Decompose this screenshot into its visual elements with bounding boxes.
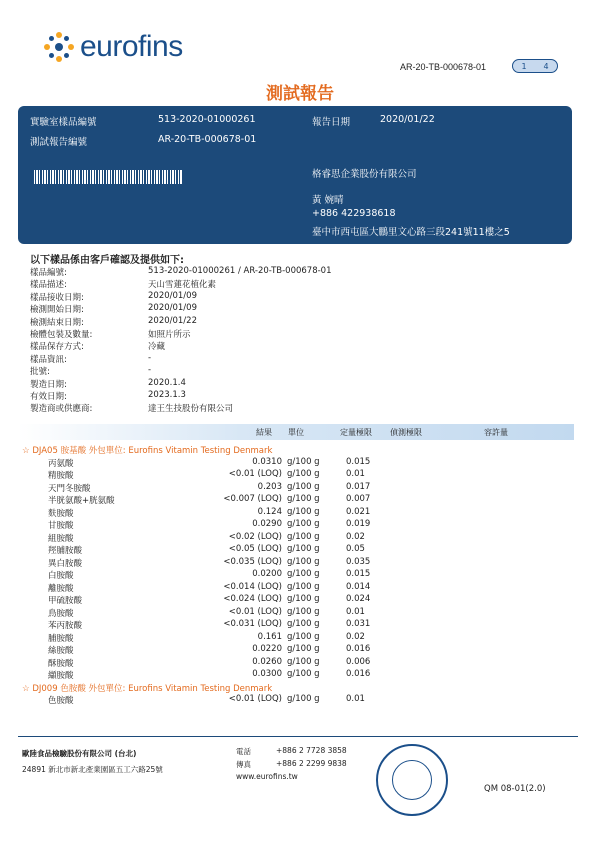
analyte-unit: g/100 g: [287, 481, 320, 492]
analyte-unit: g/100 g: [287, 594, 320, 604]
analyte-unit: g/100 g: [287, 644, 320, 654]
result-row: [0, 544, 600, 557]
result-row: [0, 494, 600, 507]
analyte-loq: 0.02: [346, 531, 365, 542]
group-code: DJ009: [32, 683, 58, 694]
info-value: 2020/01/09: [148, 290, 197, 301]
client-contact: 黃 婉晴: [312, 195, 344, 206]
footer-address: 24891 新北市新北產業園區五工六路25號: [22, 765, 163, 774]
analyte-result: 0.0200: [252, 569, 282, 579]
analyte-unit: g/100 g: [287, 581, 320, 592]
analyte-unit: g/100 g: [287, 694, 320, 704]
analyte-loq: 0.007: [346, 494, 371, 504]
info-label: 樣品描述:: [30, 280, 67, 291]
info-value: 2020/01/22: [148, 315, 197, 326]
result-row: [0, 657, 600, 670]
info-value: 2020/01/09: [148, 303, 197, 314]
analyte-name: 白胺酸: [48, 571, 74, 581]
analyte-loq: 0.016: [346, 644, 371, 654]
analyte-name: 天門冬胺酸: [48, 483, 91, 494]
group-name: 胺基酸: [60, 446, 87, 456]
analyte-unit: g/100 g: [287, 469, 320, 479]
info-label: 檢測結束日期:: [30, 317, 84, 328]
page-current: 1: [521, 61, 527, 71]
analyte-name: 絲胺酸: [48, 646, 74, 656]
star-icon: ☆: [22, 446, 33, 456]
analyte-loq: 0.01: [346, 694, 365, 704]
report-no-label: 測試報告編號: [30, 137, 88, 148]
analyte-unit: g/100 g: [287, 619, 320, 629]
col-tolerance: 容許量: [484, 428, 508, 437]
analyte-loq: 0.024: [346, 594, 371, 604]
footer-tel: +886 2 7728 3858: [276, 746, 347, 755]
analyte-result: 0.203: [257, 481, 282, 492]
result-group-header: [22, 444, 272, 456]
analyte-result: 0.0310: [252, 456, 282, 467]
info-value: 天山雪蓮花植化素: [148, 280, 217, 291]
result-row: [0, 507, 600, 520]
analyte-name: 羥脯胺酸: [48, 546, 83, 556]
analyte-loq: 0.006: [346, 656, 371, 667]
info-label: 批號:: [30, 367, 50, 378]
analyte-unit: g/100 g: [287, 631, 320, 642]
analyte-loq: 0.021: [346, 506, 371, 517]
analyte-name: 甘胺酸: [48, 521, 74, 531]
group-lab: 外包單位: Eurofins Vitamin Testing Denmark: [88, 446, 273, 456]
analyte-result: 0.0260: [252, 656, 282, 667]
header-report-number: AR-20-TB-000678-01: [400, 62, 487, 72]
analyte-unit: g/100 g: [287, 531, 320, 542]
group-lab: 外包單位: Eurofins Vitamin Testing Denmark: [88, 683, 273, 694]
group-name: 色胺酸: [60, 683, 86, 694]
analyte-result: 0.0220: [252, 644, 282, 654]
analyte-loq: 0.02: [346, 631, 365, 642]
analyte-unit: g/100 g: [287, 556, 320, 567]
page-total: 4: [543, 61, 549, 71]
analyte-loq: 0.016: [346, 669, 371, 679]
group-code: DJA05: [32, 446, 58, 456]
col-result: 結果: [256, 428, 272, 437]
info-value: 513-2020-01000261 / AR-20-TB-000678-01: [148, 266, 332, 276]
analyte-name: 異白胺酸: [48, 558, 83, 569]
footer-divider: [18, 736, 578, 737]
page-title: 測試報告: [266, 84, 334, 104]
footer-fax: +886 2 2299 9838: [276, 759, 347, 768]
logo-text: eurofins: [80, 30, 183, 63]
sample-no-value: 513-2020-01000261: [158, 114, 256, 125]
eurofins-logo: [44, 30, 183, 64]
analyte-name: 鳥胺酸: [48, 608, 74, 619]
analyte-unit: g/100 g: [287, 569, 320, 579]
result-row: [0, 482, 600, 495]
analyte-name: 麩胺酸: [48, 508, 74, 519]
footer-tel-label: 電話: [236, 747, 251, 756]
analyte-name: 酥胺酸: [48, 658, 74, 669]
analyte-name: 離胺酸: [48, 583, 74, 594]
report-banner: [18, 106, 572, 244]
lab-seal-stamp: [376, 744, 448, 816]
analyte-result: <0.05 (LOQ): [228, 544, 282, 554]
result-row: [0, 594, 600, 607]
analyte-name: 苯丙胺酸: [48, 621, 83, 631]
col-loq: 定量極限: [340, 428, 372, 437]
analyte-unit: g/100 g: [287, 669, 320, 679]
client-company: 格睿思企業股份有限公司: [312, 169, 417, 180]
analyte-result: 0.161: [257, 631, 282, 642]
footer-company: 歐陸食品檢驗股份有限公司 (台北): [22, 749, 137, 758]
info-label: 檢體包裝及數量:: [30, 330, 93, 340]
result-row: [0, 632, 600, 645]
barcode: [34, 170, 182, 184]
client-address: 臺中市西屯區大鵬里文心路三段241號11樓之5: [312, 227, 510, 238]
analyte-unit: g/100 g: [287, 494, 320, 504]
results-header: [18, 424, 574, 440]
analyte-loq: 0.015: [346, 569, 371, 579]
info-label: 樣品接收日期:: [30, 292, 84, 303]
col-unit: 單位: [288, 428, 304, 437]
sample-no-label: 實驗室樣品編號: [30, 117, 97, 128]
info-label: 製造日期:: [30, 379, 67, 390]
info-label: 樣品保存方式:: [30, 342, 84, 353]
result-row: [0, 619, 600, 632]
analyte-name: 丙氨酸: [48, 458, 74, 469]
analyte-loq: 0.019: [346, 519, 371, 529]
analyte-result: <0.02 (LOQ): [228, 531, 282, 542]
info-value: 2020.1.4: [148, 377, 186, 388]
analyte-result: <0.01 (LOQ): [228, 469, 282, 479]
footer-website: www.eurofins.tw: [236, 772, 298, 781]
result-row: [0, 569, 600, 582]
analyte-loq: 0.014: [346, 581, 371, 592]
analyte-unit: g/100 g: [287, 544, 320, 554]
report-date-value: 2020/01/22: [380, 114, 435, 125]
footer-fax-label: 傳真: [236, 760, 251, 769]
col-lod: 偵測極限: [390, 428, 422, 437]
analyte-loq: 0.017: [346, 481, 371, 492]
result-row: [0, 607, 600, 620]
analyte-result: <0.007 (LOQ): [223, 494, 282, 504]
analyte-unit: g/100 g: [287, 506, 320, 517]
analyte-loq: 0.031: [346, 619, 371, 629]
result-row: [0, 532, 600, 545]
analyte-unit: g/100 g: [287, 456, 320, 467]
info-value: -: [148, 365, 152, 376]
report-no-value: AR-20-TB-000678-01: [158, 134, 257, 145]
analyte-result: <0.035 (LOQ): [223, 556, 282, 567]
info-value: 如照片所示: [148, 330, 191, 340]
info-value: 達王生技股份有限公司: [148, 404, 234, 415]
analyte-loq: 0.01: [346, 469, 365, 479]
star-icon: ☆: [22, 683, 33, 694]
info-label: 樣品資訊:: [30, 354, 67, 365]
analyte-unit: g/100 g: [287, 656, 320, 667]
analyte-loq: 0.015: [346, 456, 371, 467]
analyte-name: 半胱氨酸+胱氨酸: [48, 496, 115, 506]
analyte-result: <0.014 (LOQ): [223, 581, 282, 592]
result-row: [0, 694, 600, 707]
analyte-result: <0.01 (LOQ): [228, 606, 282, 617]
result-group-header: [22, 682, 272, 694]
analyte-result: 0.0290: [252, 519, 282, 529]
result-row: [0, 557, 600, 570]
result-row: [0, 457, 600, 470]
report-date-label: 報告日期: [312, 117, 351, 128]
analyte-unit: g/100 g: [287, 606, 320, 617]
info-label: 有效日期:: [30, 392, 67, 402]
analyte-name: 色胺酸: [48, 696, 74, 706]
analyte-name: 組胺酸: [48, 533, 74, 544]
eurofins-dots-icon: [44, 32, 74, 62]
info-label: 檢測開始日期:: [30, 305, 84, 316]
analyte-loq: 0.01: [346, 606, 365, 617]
analyte-unit: g/100 g: [287, 519, 320, 529]
info-value: 冷藏: [148, 342, 166, 353]
analyte-name: 纈胺酸: [48, 671, 74, 681]
analyte-result: 0.124: [257, 506, 282, 517]
info-label: 樣品編號:: [30, 268, 67, 278]
result-row: [0, 669, 600, 682]
analyte-result: <0.01 (LOQ): [228, 694, 282, 704]
analyte-result: <0.024 (LOQ): [223, 594, 282, 604]
analyte-loq: 0.035: [346, 556, 371, 567]
page-indicator: [512, 59, 558, 73]
form-code: QM 08-01(2.0): [484, 784, 546, 794]
info-label: 製造商或供應商:: [30, 404, 93, 415]
analyte-name: 脯胺酸: [48, 633, 74, 644]
client-phone: +886 422938618: [312, 208, 396, 219]
analyte-result: <0.031 (LOQ): [223, 619, 282, 629]
result-row: [0, 469, 600, 482]
analyte-name: 甲硫胺酸: [48, 596, 83, 606]
result-row: [0, 582, 600, 595]
analyte-result: 0.0300: [252, 669, 282, 679]
sample-info-title: 以下樣品係由客戶確認及提供如下:: [30, 255, 184, 266]
result-row: [0, 644, 600, 657]
result-row: [0, 519, 600, 532]
info-value: 2023.1.3: [148, 390, 186, 400]
info-value: -: [148, 352, 152, 363]
analyte-loq: 0.05: [346, 544, 365, 554]
analyte-name: 精胺酸: [48, 471, 74, 481]
